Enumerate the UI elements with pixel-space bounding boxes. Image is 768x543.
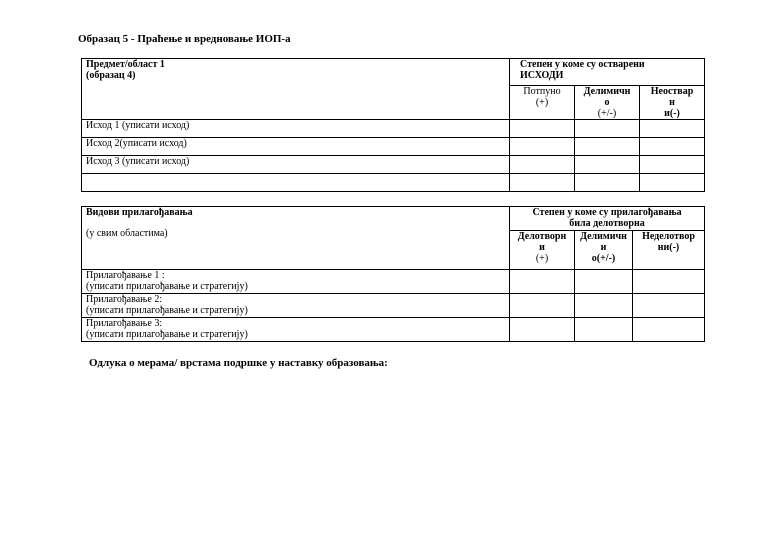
col-effective-sign: (+) [535,253,549,264]
col-partial2-header [575,231,633,270]
types-label: Видови прилагођавања [86,207,193,218]
empty-cell[interactable] [575,318,633,342]
col-full-sign: (+) [535,97,549,108]
empty-cell[interactable] [633,294,705,318]
adaptation-label: Прилагођавање 3: [86,318,163,329]
subject-header-cell [82,59,510,120]
decision-heading: Одлука о мерама/ врстама подршке у наставку образовања: [89,357,388,369]
adaptations-table [81,206,705,342]
table-row [82,294,705,318]
empty-cell[interactable] [575,174,640,192]
empty-cell[interactable] [633,270,705,294]
col-partial2-label-2: и [600,242,607,253]
empty-cell[interactable] [575,138,640,156]
empty-cell[interactable] [510,270,575,294]
empty-cell[interactable] [633,318,705,342]
effect-degree-header [510,207,705,231]
col-effective-label: Делотворн [517,231,567,242]
empty-cell[interactable] [640,120,705,138]
types-sub-label: (у свим областима) [86,228,168,239]
outcome-label [82,174,510,192]
empty-cell[interactable] [575,156,640,174]
empty-cell[interactable] [575,294,633,318]
empty-cell[interactable] [640,138,705,156]
col-partial2-label: Делимичн [580,231,627,242]
col-partial-sign: (+/-) [597,108,617,119]
page-title: Образац 5 - Праћење и вредновање ИОП-а [78,33,291,45]
outcomes-table [81,58,705,192]
col-none-label-3: и(-) [664,108,680,119]
col-full-label: Потпуно [523,86,561,97]
empty-cell[interactable] [510,294,575,318]
empty-cell[interactable] [575,270,633,294]
table-row [82,120,705,138]
empty-cell[interactable] [575,120,640,138]
adaptation-hint: (уписати прилагођавање и стратегију) [86,329,248,340]
outcome-degree-label: Степен у коме су остварени [520,59,645,70]
subject-label: Предмет/област 1 [86,59,165,70]
effect-degree-label-2: била делотворна [569,218,645,229]
effect-degree-label: Степен у коме су прилагођавања [532,207,682,218]
empty-cell[interactable] [510,138,575,156]
adaptation-hint: (уписати прилагођавање и стратегију) [86,305,248,316]
table-row [82,156,705,174]
outcome-label: Исход 2(уписати исход) [82,138,510,156]
empty-cell[interactable] [510,318,575,342]
col-none-label: Неоствар [650,86,694,97]
table-row [82,270,705,294]
table-row [82,318,705,342]
col-partial-header [575,86,640,120]
adaptation-label: Прилагођавање 2: [86,294,163,305]
adaptation-cell [82,318,510,342]
col-partial-label-2: о [604,97,610,108]
col-effective-label-2: и [539,242,545,253]
col-partial2-label-3: о(+/-) [591,253,616,264]
table-row [82,138,705,156]
outcome-degree-header [510,59,705,86]
empty-cell[interactable] [510,120,575,138]
outcome-label: Исход 1 (уписати исход) [82,120,510,138]
col-none-header [640,86,705,120]
col-ineffective-label: Неделотвор [642,231,695,242]
table-row [82,174,705,192]
adaptation-cell [82,270,510,294]
outcome-degree-label-2: ИСХОДИ [520,70,564,81]
col-ineffective-header [633,231,705,270]
empty-cell[interactable] [510,156,575,174]
col-full-header [510,86,575,120]
empty-cell[interactable] [640,156,705,174]
empty-cell[interactable] [510,174,575,192]
col-ineffective-label-2: ни(-) [657,242,680,253]
col-partial-label: Делимичн [583,86,631,97]
subject-form-ref: (образац 4) [86,70,136,81]
adaptation-cell [82,294,510,318]
col-effective-header [510,231,575,270]
outcome-label: Исход 3 (уписати исход) [82,156,510,174]
adaptation-hint: (уписати прилагођавање и стратегију) [86,281,248,292]
types-header-cell [82,207,510,270]
adaptation-label: Прилагођавање 1 : [86,270,165,281]
col-none-label-2: н [669,97,675,108]
empty-cell[interactable] [640,174,705,192]
